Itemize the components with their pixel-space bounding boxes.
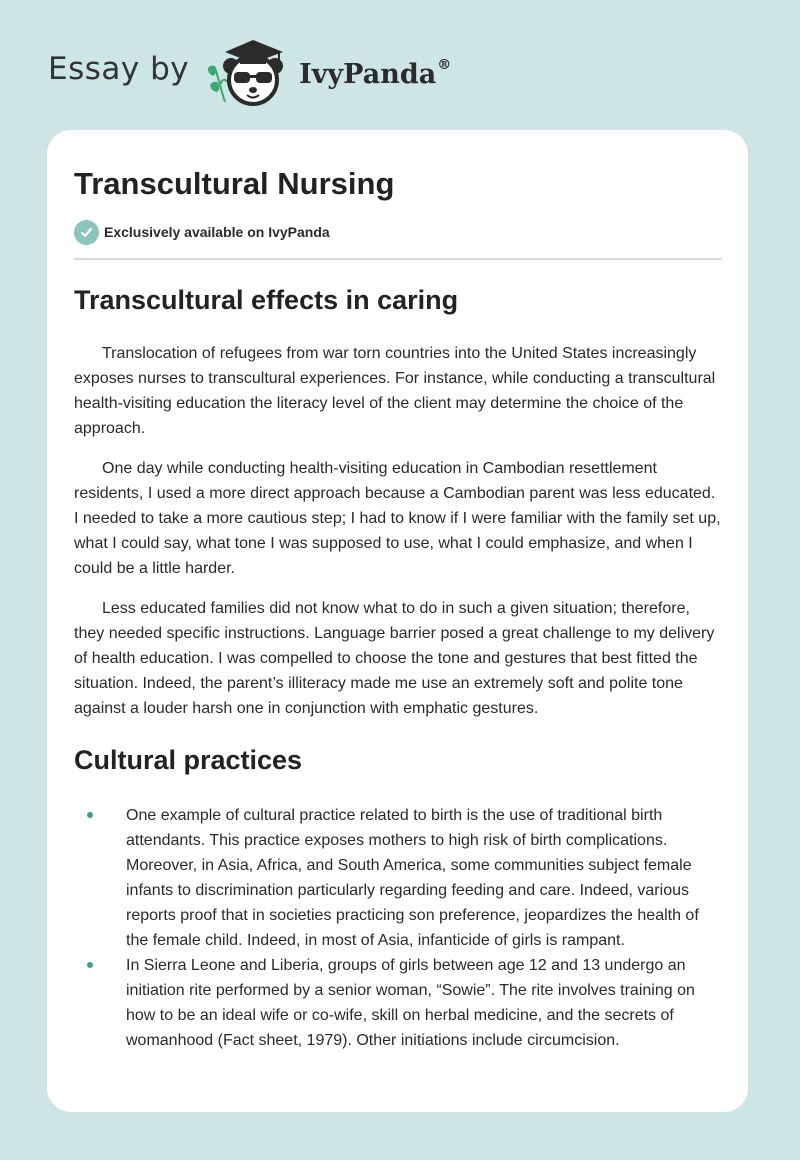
bullet-dot-icon [87, 812, 93, 818]
section-heading: Transcultural effects in caring [74, 285, 459, 315]
exclusive-badge-text: Exclusively available on IvyPanda [104, 224, 330, 240]
essay-card [47, 130, 748, 1112]
paragraph: Less educated families did not know what to do in such a given situation; therefore, they needed specific instructions. Language barrier posed a great challenge to my delivery of health education. I was compelled to choose the tone and gestures that best fitted the situation. Indeed, the parent’s illiteracy made me use an extremely soft and polite tone against a louder harsh one in conjunction with emphatic gestures. [74, 600, 715, 717]
brand-name-text: IvyPanda [299, 58, 437, 90]
brand-name [299, 56, 452, 90]
paragraph: One day while conducting health-visiting education in Cambodian resettlement residents, I used a more direct approach because a Cambodian parent was less educated. I needed to take a more cautious step; I had to know if I were familiar with the family set up, what I could say, what tone I was supposed to use, what I could emphasize, and when I could be a little harder. [74, 460, 721, 577]
title-divider [74, 258, 722, 260]
section-heading: Cultural practices [74, 745, 303, 775]
check-circle-icon [74, 220, 99, 245]
section-cultural-practices [74, 743, 722, 1053]
brand-prefix: Essay by [48, 51, 190, 87]
section-transcultural-effects [74, 283, 722, 721]
list-item [74, 803, 722, 953]
list-item-text: In Sierra Leone and Liberia, groups of girls between age 12 and 13 undergo an initiation rite performed by a senior woman, “Sowie”. The rite involves training on how to be an ideal wife or co-wife, skill on herbal medicine, and the secrets of womanhood (Fact sheet, 1979). Other initiations include circumcision. [126, 957, 695, 1049]
panda-logo-icon[interactable] [203, 36, 295, 108]
list-item-text: One example of cultural practice related to birth is the use of traditional birth attendants. This practice exposes mothers to high risk of birth complications. Moreover, in Asia, Africa, and South America, some communities subject female infants to discrimination particularly regarding feeding and care. Indeed, various reports proof that in societies practicing son preference, jeopardizes the health of the female child. Indeed, in most of Asia, infanticide of girls is rampant. [126, 807, 699, 949]
site-header [48, 36, 451, 108]
paragraph: Translocation of refugees from war torn countries into the United States increasingly exposes nurses to transcultural experiences. For instance, while conducting a transcultural health-visiting education the literacy level of the client may determine the choice of the approach. [74, 345, 716, 437]
registered-mark: ® [437, 56, 452, 73]
list-item [74, 953, 722, 1053]
bullet-dot-icon [87, 962, 93, 968]
page-title: Transcultural Nursing [74, 166, 395, 201]
bullet-list [74, 803, 722, 1053]
exclusive-badge [74, 219, 722, 245]
